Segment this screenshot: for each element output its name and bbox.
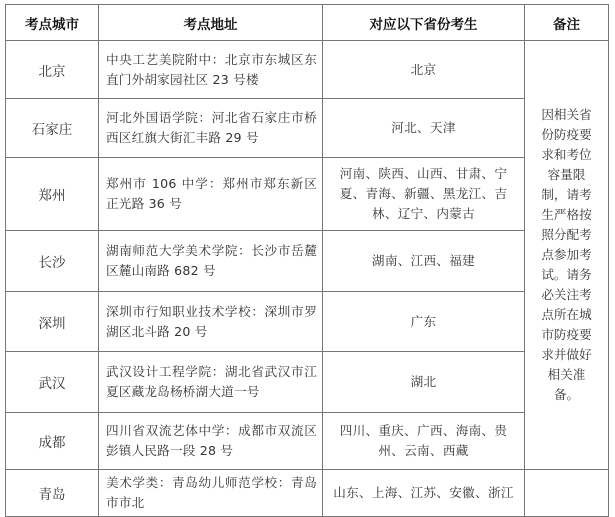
city-cell: 北京 (6, 41, 99, 99)
header-note: 备注 (525, 5, 609, 41)
table-row (6, 413, 609, 470)
table-row (6, 158, 609, 231)
address-cell: 郑州市 106 中学：郑州市郑东新区正光路 36 号 (99, 158, 323, 231)
provinces-cell: 北京 (323, 41, 525, 99)
note-cell-empty (525, 470, 609, 517)
city-cell: 石家庄 (6, 99, 99, 158)
provinces-cell: 广东 (323, 292, 525, 352)
table-row (6, 470, 609, 517)
table-header-row (6, 5, 609, 41)
city-cell: 长沙 (6, 231, 99, 292)
table-row (6, 231, 609, 292)
provinces-cell: 河南、陕西、山西、甘肃、宁夏、青海、新疆、黑龙江、吉林、辽宁、内蒙古 (323, 158, 525, 231)
table-row (6, 41, 609, 99)
city-cell: 武汉 (6, 352, 99, 413)
header-city: 考点城市 (6, 5, 99, 41)
address-cell: 四川省双流艺体中学：成都市双流区彭镇人民路一段 28 号 (99, 413, 323, 470)
exam-site-table (5, 4, 609, 517)
provinces-cell: 河北、天津 (323, 99, 525, 158)
table-row (6, 352, 609, 413)
header-provinces: 对应以下省份考生 (323, 5, 525, 41)
address-cell: 湖南师范大学美术学院：长沙市岳麓区麓山南路 682 号 (99, 231, 323, 292)
table-row (6, 292, 609, 352)
note-cell: 因相关省份防疫要求和考位容量限制，请考生严格按照分配考点参加考试。请务必关注考点所在城市防疫要求并做好相关准备。 (525, 41, 609, 470)
address-cell: 河北外国语学院：河北省石家庄市桥西区红旗大街汇丰路 29 号 (99, 99, 323, 158)
city-cell: 青岛 (6, 470, 99, 517)
address-cell: 武汉设计工程学院：湖北省武汉市江夏区藏龙岛杨桥湖大道一号 (99, 352, 323, 413)
city-cell: 成都 (6, 413, 99, 470)
provinces-cell: 四川、重庆、广西、海南、贵州、云南、西藏 (323, 413, 525, 470)
provinces-cell: 山东、上海、江苏、安徽、浙江 (323, 470, 525, 517)
address-cell: 中央工艺美院附中：北京市东城区东直门外胡家园社区 23 号楼 (99, 41, 323, 99)
address-cell: 美术学类：青岛幼儿师范学校：青岛市市北 (99, 470, 323, 517)
provinces-cell: 湖南、江西、福建 (323, 231, 525, 292)
provinces-cell: 湖北 (323, 352, 525, 413)
address-cell: 深圳市行知职业技术学校：深圳市罗湖区北斗路 20 号 (99, 292, 323, 352)
table-row (6, 99, 609, 158)
city-cell: 深圳 (6, 292, 99, 352)
header-address: 考点地址 (99, 5, 323, 41)
city-cell: 郑州 (6, 158, 99, 231)
